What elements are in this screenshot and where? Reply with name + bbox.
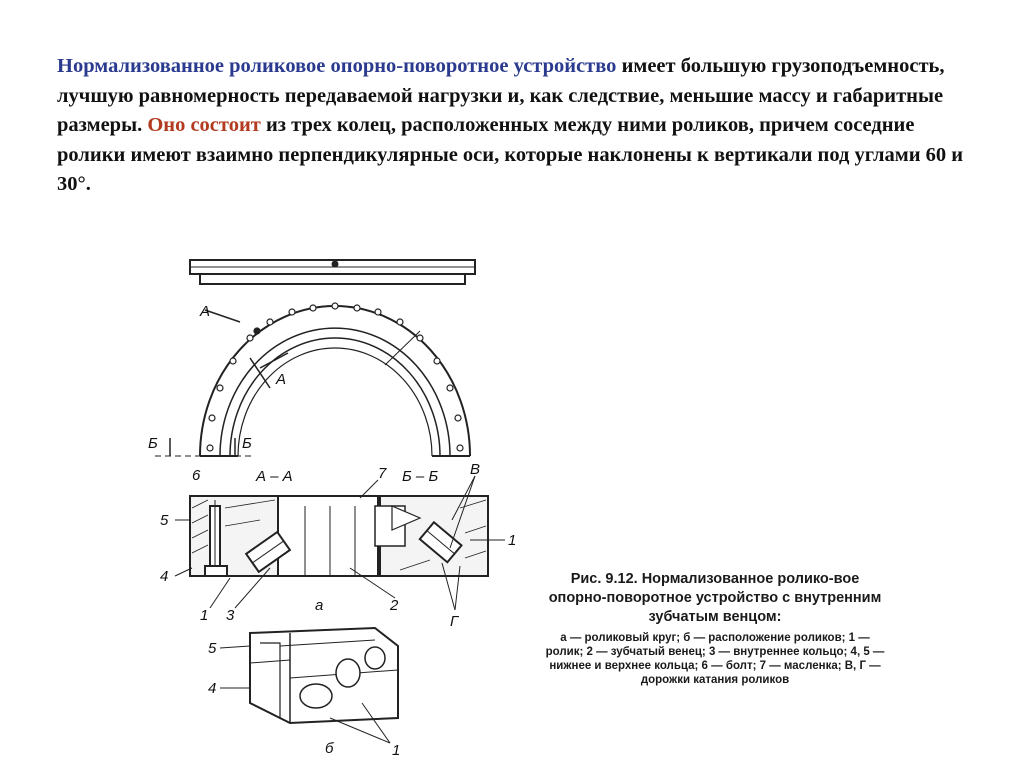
intro-paragraph	[57, 52, 977, 200]
section-aa	[190, 496, 380, 576]
label-part-1-detail: 1	[392, 742, 401, 758]
section-bb	[375, 496, 488, 576]
label-arrow-b-left: Б	[148, 435, 158, 452]
label-part-6: 6	[192, 467, 201, 484]
label-arrow-b-right: Б	[242, 435, 252, 452]
label-section-bb: Б – Б	[402, 468, 439, 485]
label-part-1-aa: 1	[200, 607, 209, 624]
label-track-v: В	[470, 461, 481, 478]
ring-plan-view	[200, 306, 470, 456]
intro-emphasis: Оно состоит	[147, 114, 261, 136]
label-track-g: Г	[450, 613, 459, 630]
caption-legend: а — роликовый круг; б — расположение роликов; 1 — ролик; 2 — зубчатый венец; 3 — внутреннее кольцо; 4, 5 — нижнее и верхнее кольца; 6 — болт; 7 — масленка; В, Г — дорожки катания роликов	[545, 632, 885, 686]
caption-title: Рис. 9.12. Нормализованное ролико-вое опорно-поворотное устройство с внутренним зубчатым венцом:	[548, 571, 882, 625]
label-view-a: а	[315, 597, 324, 614]
intro-text-1: имеет большую грузоподъемность, лучшую равномерность передаваемой нагрузки и, как следствие, меньшие массу и габаритные размеры.	[57, 55, 945, 136]
label-part-3: 3	[226, 607, 235, 624]
intro-term: Нормализованное роликовое опорно-поворотное устройство	[57, 55, 617, 77]
label-part-4: 4	[160, 568, 169, 585]
label-part-7: 7	[378, 465, 387, 482]
label-part-5-detail: 5	[208, 640, 217, 657]
label-view-b: б	[325, 740, 334, 757]
label-arrow-a-bottom: A	[276, 371, 287, 388]
figure-caption	[540, 570, 890, 687]
roller-arrangement-view	[220, 628, 398, 743]
label-arrow-a-top: A	[200, 303, 211, 320]
ring-side-view	[190, 260, 475, 284]
label-part-1-bb: 1	[508, 532, 517, 549]
label-part-5: 5	[160, 512, 169, 529]
intro-text-2: из трех колец, расположенных между ними роликов, причем соседние ролики имеют взаимно перпендикулярные оси, которые наклонены к вертикали под углами 60 и 30°.	[57, 114, 964, 195]
label-section-aa: А – А	[256, 468, 293, 485]
label-part-2: 2	[390, 597, 399, 614]
label-part-4-detail: 4	[208, 680, 217, 697]
